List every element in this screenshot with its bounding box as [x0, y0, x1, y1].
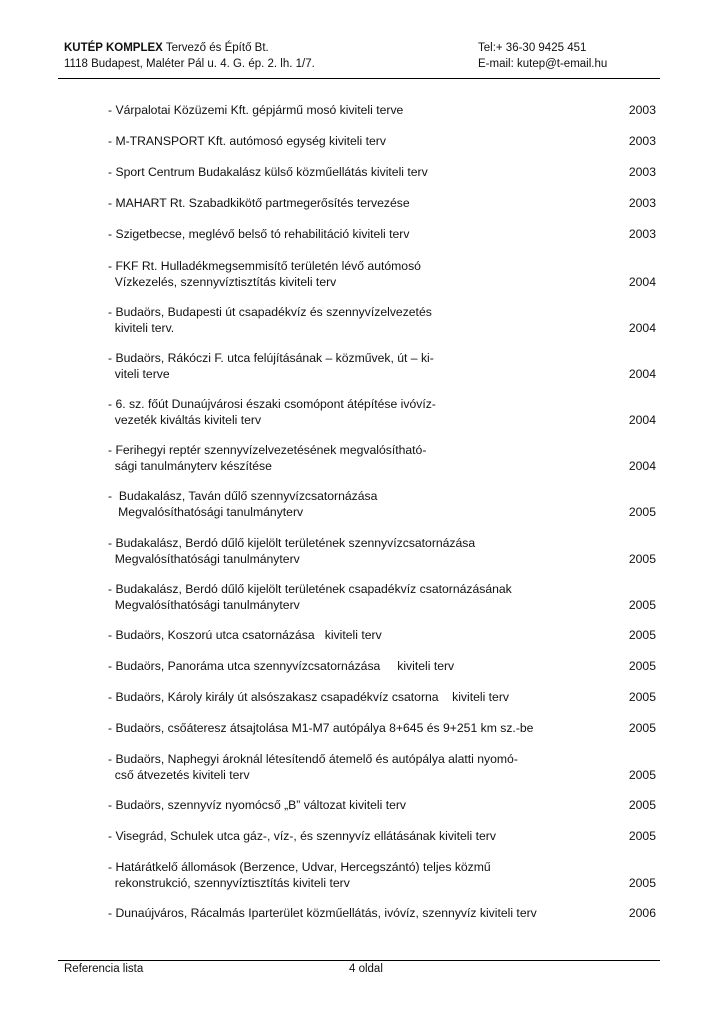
entry-description	[108, 859, 578, 891]
page-number: 4 oldal	[349, 963, 383, 975]
entry-description-line: - Határátkelő állomások (Berzence, Udvar, Hercegszántó) teljes közmű	[108, 860, 491, 874]
footer-title: Referencia lista	[64, 963, 144, 975]
reference-entry	[108, 658, 656, 674]
entry-description	[108, 658, 578, 674]
entry-year: 2004	[628, 413, 656, 427]
reference-entry	[108, 720, 656, 736]
entry-description-line: vezeték kiváltás kiviteli terv	[108, 413, 262, 427]
entry-description	[108, 258, 578, 290]
entry-description	[108, 689, 578, 705]
entry-year: 2005	[628, 659, 656, 673]
reference-entry	[108, 535, 656, 567]
entry-description	[108, 797, 578, 813]
entry-year: 2005	[628, 768, 656, 782]
phone-number: Tel:+ 36-30 9425 451	[478, 42, 587, 54]
entry-description	[108, 535, 578, 567]
entry-description-line: - Budaörs, Naphegyi ároknál létesítendő átemelő és autópálya alatti nyomó-	[108, 752, 518, 766]
company-name-rest: Tervező és Építő Bt.	[162, 42, 269, 54]
entry-description-line: Megvalósíthatósági tanulmányterv	[108, 598, 300, 612]
entry-description	[108, 442, 578, 474]
reference-entry	[108, 488, 656, 520]
entry-description-line: - Sport Centrum Budakalász külső közműellátás kiviteli terv	[108, 165, 428, 179]
reference-entry	[108, 195, 656, 211]
entry-description-line: - FKF Rt. Hulladékmegsemmisítő területén lévő autómosó	[108, 259, 421, 273]
entry-description	[108, 226, 578, 242]
entry-description-line: rekonstrukció, szennyvíztisztítás kiviteli terv	[108, 876, 350, 890]
reference-entry	[108, 304, 656, 336]
entry-year: 2003	[628, 196, 656, 210]
reference-entry	[108, 442, 656, 474]
reference-entry	[108, 797, 656, 813]
entry-description-line: - Dunaújváros, Rácalmás Iparterület közműellátás, ivóvíz, szennyvíz kiviteli terv	[108, 906, 537, 920]
footer-divider	[58, 960, 660, 961]
entry-year: 2005	[628, 552, 656, 566]
reference-entry	[108, 396, 656, 428]
entry-year: 2004	[628, 321, 656, 335]
entry-year: 2003	[628, 227, 656, 241]
entry-description-line: cső átvezetés kiviteli terv	[108, 768, 250, 782]
entry-description	[108, 102, 578, 118]
reference-entry	[108, 258, 656, 290]
entry-year: 2005	[628, 505, 656, 519]
reference-entry	[108, 133, 656, 149]
entry-year: 2005	[628, 798, 656, 812]
entry-description-line: Vízkezelés, szennyvíztisztítás kiviteli terv	[108, 275, 337, 289]
entry-year: 2005	[628, 598, 656, 612]
email-address: E-mail: kutep@t-email.hu	[478, 58, 608, 70]
entry-description-line: - Várpalotai Közüzemi Kft. gépjármű mosó kiviteli terve	[108, 103, 404, 117]
entry-description-line: Megvalósíthatósági tanulmányterv	[108, 552, 300, 566]
reference-entry	[108, 859, 656, 891]
entry-description-line: - Budakalász, Taván dűlő szennyvízcsatornázása	[108, 489, 378, 503]
entry-description	[108, 828, 578, 844]
company-name-bold: KUTÉP KOMPLEX	[64, 42, 163, 54]
entry-year: 2004	[628, 275, 656, 289]
entry-description-line: - Budaörs, csőáteresz átsajtolása M1-M7 autópálya 8+645 és 9+251 km sz.-be	[108, 721, 534, 735]
entry-year: 2003	[628, 134, 656, 148]
entry-description-line: viteli terve	[108, 367, 170, 381]
entry-description	[108, 751, 578, 783]
entry-description-line: - 6. sz. főút Dunaújvárosi északi csomópont átépítése ivóvíz-	[108, 397, 436, 411]
entry-description-line: - Szigetbecse, meglévő belső tó rehabilitáció kiviteli terv	[108, 227, 410, 241]
entry-description-line: - Budakalász, Berdó dűlő kijelölt területének csapadékvíz csatornázásának	[108, 582, 512, 596]
entry-description-line: - M-TRANSPORT Kft. autómosó egység kiviteli terv	[108, 134, 386, 148]
reference-entry	[108, 350, 656, 382]
entry-description	[108, 304, 578, 336]
reference-entry	[108, 581, 656, 613]
entry-description-line: - Budaörs, szennyvíz nyomócső „B” változat kiviteli terv	[108, 798, 407, 812]
entry-description	[108, 164, 578, 180]
entry-description	[108, 133, 578, 149]
reference-entry	[108, 627, 656, 643]
entry-description-line: - Budaörs, Koszorú utca csatornázása kiviteli terv	[108, 628, 382, 642]
entry-description	[108, 627, 578, 643]
entry-year: 2003	[628, 103, 656, 117]
entry-year: 2005	[628, 628, 656, 642]
entry-description-line: - Visegrád, Schulek utca gáz-, víz-, és szennyvíz ellátásának kiviteli terv	[108, 829, 496, 843]
entry-year: 2003	[628, 165, 656, 179]
entry-year: 2004	[628, 367, 656, 381]
entry-year: 2004	[628, 459, 656, 473]
reference-entry	[108, 226, 656, 242]
entry-description	[108, 581, 578, 613]
entry-year: 2005	[628, 829, 656, 843]
entry-description-line: - Ferihegyi reptér szennyvízelvezetésének megvalósítható-	[108, 443, 427, 457]
entry-year: 2005	[628, 721, 656, 735]
entry-description-line: - Budaörs, Rákóczi F. utca felújításának – közművek, út – ki-	[108, 351, 434, 365]
entry-description-line: sági tanulmányterv készítése	[108, 459, 272, 473]
entry-description	[108, 905, 578, 921]
reference-entry	[108, 102, 656, 118]
entry-description-line: kiviteli terv.	[108, 321, 175, 335]
reference-entry	[108, 828, 656, 844]
entry-description-line: - Budakalász, Berdó dűlő kijelölt területének szennyvízcsatornázása	[108, 536, 476, 550]
reference-entry	[108, 751, 656, 783]
entry-year: 2005	[628, 690, 656, 704]
entry-year: 2005	[628, 876, 656, 890]
entry-description-line: - Budaörs, Budapesti út csapadékvíz és szennyvízelvezetés	[108, 305, 432, 319]
reference-entry	[108, 905, 656, 921]
entry-description	[108, 396, 578, 428]
entry-description	[108, 488, 578, 520]
entry-description-line: - MAHART Rt. Szabadkikötő partmegerősítés tervezése	[108, 196, 410, 210]
entry-description-line: Megvalósíthatósági tanulmányterv	[108, 505, 304, 519]
entry-description	[108, 350, 578, 382]
entry-description	[108, 195, 578, 211]
entry-description	[108, 720, 578, 736]
reference-entry	[108, 689, 656, 705]
entry-description-line: - Budaörs, Panoráma utca szennyvízcsatornázása kiviteli terv	[108, 659, 455, 673]
entry-description-line: - Budaörs, Károly király út alsószakasz csapadékvíz csatorna kiviteli terv	[108, 690, 509, 704]
reference-entry	[108, 164, 656, 180]
company-address: 1118 Budapest, Maléter Pál u. 4. G. ép. 2. lh. 1/7.	[64, 58, 315, 70]
entry-year: 2006	[628, 906, 656, 920]
